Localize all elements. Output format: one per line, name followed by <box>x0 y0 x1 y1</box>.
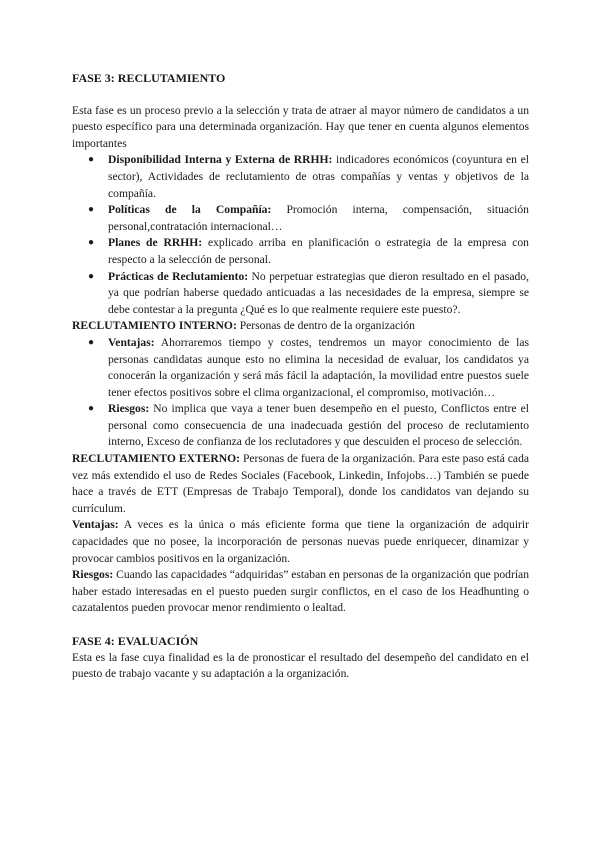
interno-label: RECLUTAMIENTO INTERNO: <box>72 319 237 333</box>
externo-paragraph <box>72 451 529 517</box>
item-text: No implica que vaya a tener buen desempeño en el puesto, Conflictos entre el personal como consecuencia de una inadecuada gestión del proceso de reclutamiento interno, Exceso de confianza de los reclutadores y que descuiden el proceso de selección. <box>108 402 529 449</box>
ventajas-label: Ventajas: <box>72 518 119 532</box>
fase3-heading: FASE 3: RECLUTAMIENTO <box>72 71 226 85</box>
bullet-icon: ● <box>88 336 95 348</box>
item-label: Disponibilidad Interna y Externa de RRHH: <box>108 153 333 167</box>
riesgos-label: Riesgos: <box>72 568 114 582</box>
fase3-intro: Esta fase es un proceso previo a la selección y trata de atraer al mayor número de candidatos a un puesto específico para una determinada organización. Hay que tener en cuenta algunos elementos importantes <box>72 103 529 150</box>
fase4-heading: FASE 4: EVALUACIÓN <box>72 634 199 648</box>
list-item <box>72 152 529 202</box>
item-label: Ventajas: <box>108 335 155 349</box>
interno-list <box>72 335 529 451</box>
fase4-text: Esta es la fase cuya finalidad es la de pronosticar el resultado del desempeño del candidato en el puesto de trabajo vacante y su adaptación a la organización. <box>72 650 529 681</box>
externo-text: Personas de fuera de la organización. Para este paso está cada vez más extendido el uso de Redes Sociales (Facebook, Linkedin, Infojobs…) También se puede hace a través de ETT (Empresas de Trabajo Temporal), donde los candidatos van dejando su currículum. <box>72 452 530 515</box>
bullet-icon: ● <box>88 204 95 216</box>
item-text: No perpetuar estrategias que dieron resultado en el pasado, ya que podrían haberse quedado anticuadas a las necesidades de la empresa, siempre se debe contestar a la pregunta ¿Qué es lo que realmente requiere este puesto?. <box>108 269 529 316</box>
list-item <box>72 202 529 235</box>
item-label: Políticas de la Compañía: <box>108 203 272 217</box>
interno-paragraph <box>72 318 529 335</box>
bullet-icon: ● <box>88 154 95 166</box>
list-item <box>72 335 529 401</box>
ventajas-text: A veces es la única o más eficiente forma que tiene la organización de adquirir capacidades que no posee, la incorporación de personas nuevas puede enriquecer, dinamizar y provocar cambios positivos en la organización. <box>72 518 529 565</box>
item-text: indicadores económicos (coyuntura en el sector), Actividades de reclutamiento de otras compañías y ventas y objetivos de la compañía. <box>108 153 529 200</box>
externo-label: RECLUTAMIENTO EXTERNO: <box>72 452 241 466</box>
item-label: Planes de RRHH: <box>108 236 203 250</box>
bullet-icon: ● <box>88 270 95 282</box>
item-label: Prácticas de Reclutamiento: <box>108 269 249 283</box>
list-item <box>72 235 529 268</box>
bullet-icon: ● <box>88 237 95 249</box>
riesgos-text: Cuando las capacidades “adquiridas” estaban en personas de la organización que podrían haber estado interesadas en el puesto pueden surgir conflictos, en el caso de los Headhunting o cazatalentos pueden provocar menor rendimiento o lealtad. <box>72 568 529 615</box>
item-text: Ahorraremos tiempo y costes, tendremos un mayor conocimiento de las personas candidatas aunque esto no elimina la necesidad de evaluar, los candidatos ya conocerán la organización y será más fácil la adaptación, la movilidad entre puestos suele tener efectos positivos sobre el clima organizacional, el compromiso, motivación… <box>108 335 529 399</box>
interno-text: Personas de dentro de la organización <box>236 319 415 333</box>
item-label: Riesgos: <box>108 402 150 416</box>
document-body <box>72 70 529 683</box>
list-item <box>72 401 529 451</box>
externo-riesgos <box>72 567 529 617</box>
item-text: explicado arriba en planificación o estrategia de la empresa con respecto a la selección de personal. <box>108 236 529 266</box>
list-item <box>72 269 529 319</box>
item-text: Promoción interna, compensación, situación personal,contratación internacional… <box>108 203 529 233</box>
bullet-icon: ● <box>88 403 95 415</box>
fase3-list <box>72 152 529 318</box>
externo-ventajas <box>72 517 529 567</box>
